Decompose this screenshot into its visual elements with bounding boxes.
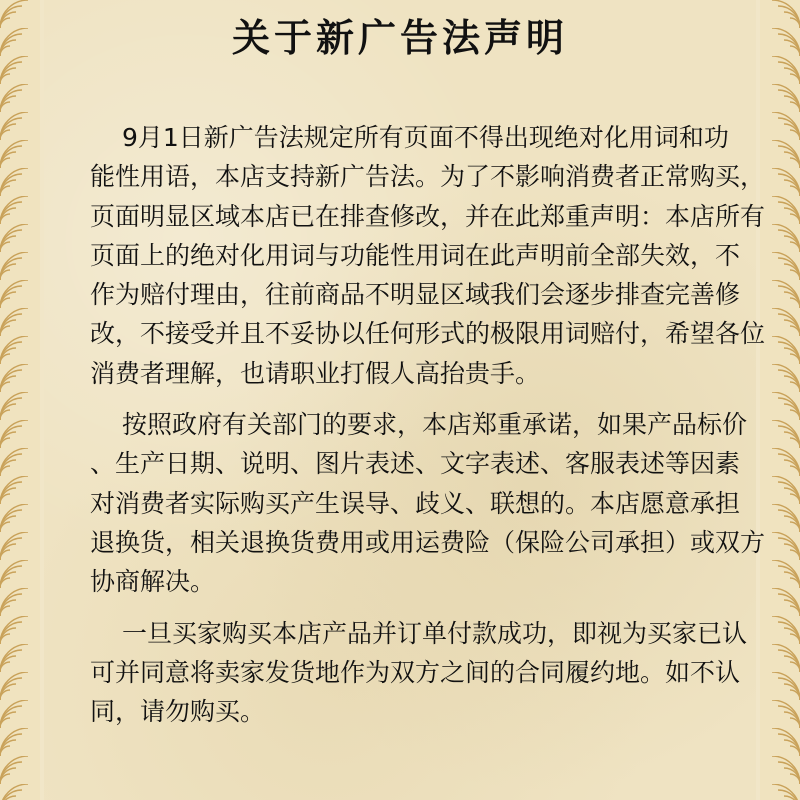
page-title: 关于新广告法声明 (231, 16, 568, 60)
text-line: 9月1日新广告法规定所有页面不得出现绝对化用词和功 (122, 123, 729, 152)
paragraph-3 (90, 614, 770, 732)
text-line: 同，请勿购买。 (90, 697, 266, 727)
paragraph-2 (90, 405, 770, 601)
left-decorative-border (0, 0, 40, 800)
text-line: 能性用语，本店支持新广告法。为了不影响消费者正常购买， (90, 162, 766, 192)
text-line: 协商解决。 (90, 567, 216, 597)
text-line: 改，不接受并且不妥协以任何形式的极限用词赔付，希望各位 (90, 319, 766, 349)
paragraph-1 (90, 118, 770, 393)
text-line: 、生产日期、说明、图片表述、文字表述、客服表述等因素 (90, 449, 741, 479)
text-line: 一旦买家购买本店产品并订单付款成功，即视为买家已认 (122, 618, 748, 648)
text-line: 消费者理解，也请职业打假人高抬贵手。 (90, 358, 541, 388)
statement-body (90, 118, 770, 743)
text-line: 页面上的绝对化用词与功能性用词在此声明前全部失效，不 (90, 240, 741, 270)
text-line: 退换货，相关退换货费用或用运费险（保险公司承担）或双方 (90, 527, 766, 557)
text-line: 作为赔付理由，往前商品不明显区域我们会逐步排查完善修 (90, 280, 741, 310)
text-line: 对消费者实际购买产生误导、歧义、联想的。本店愿意承担 (90, 488, 741, 518)
left-wave-pattern (0, 0, 40, 800)
text-line: 页面明显区域本店已在排查修改，并在此郑重声明：本店所有 (90, 201, 766, 231)
text-line: 按照政府有关部门的要求，本店郑重承诺，如果产品标价 (122, 410, 748, 440)
text-line: 可并同意将卖家发货地作为双方之间的合同履约地。如不认 (90, 657, 741, 687)
